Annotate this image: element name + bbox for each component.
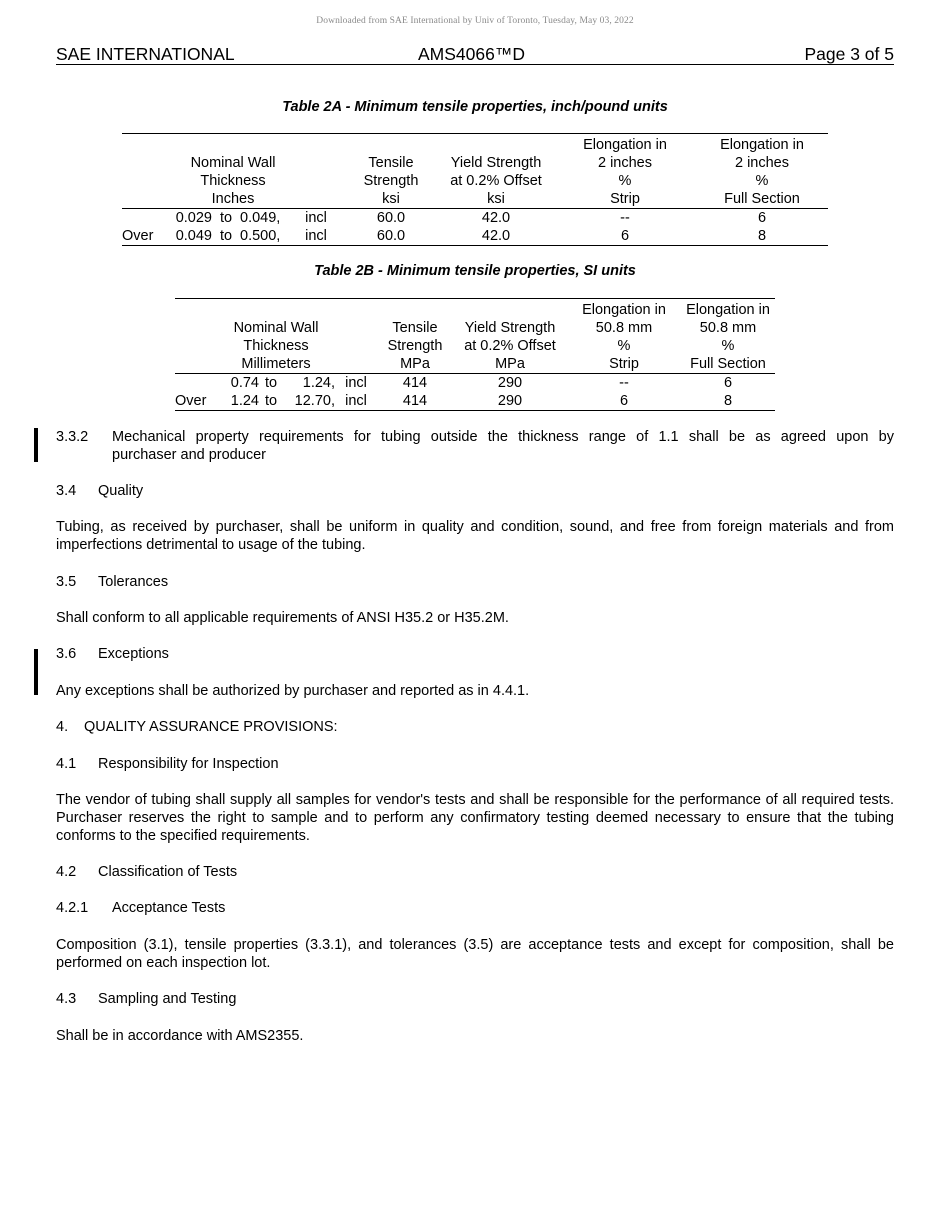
t2a-r1-to-word: to bbox=[219, 210, 233, 226]
t2b-hdr-yield-3: MPa bbox=[453, 355, 567, 374]
t2b-hdr-thickness-1: Nominal Wall bbox=[233, 320, 319, 336]
t2b-hdr-strip-1: Elongation in bbox=[567, 299, 681, 320]
t2a-r1-prefix bbox=[122, 209, 166, 228]
t2a-hdr-yield-3: ksi bbox=[438, 190, 554, 209]
section-text-line: purchaser and producer bbox=[112, 447, 266, 463]
section-title: Sampling and Testing bbox=[98, 991, 237, 1007]
t2a-r2-yield: 42.0 bbox=[438, 227, 554, 246]
section-number: 3.6 bbox=[56, 646, 77, 662]
download-watermark: Downloaded from SAE International by Univ of Toronto, Tuesday, May 03, 2022 bbox=[316, 16, 634, 26]
table-2b-title: Table 2B - Minimum tensile properties, SI units bbox=[314, 263, 636, 279]
t2b-r2-tensile: 414 bbox=[377, 392, 453, 411]
revision-change-bar bbox=[34, 428, 38, 462]
t2a-hdr-full-1: Elongation in bbox=[696, 134, 828, 155]
section-4-1-heading bbox=[56, 755, 279, 773]
t2b-hdr-full-4: Full Section bbox=[681, 355, 775, 374]
t2b-r2-full: 8 bbox=[681, 392, 775, 411]
t2a-hdr-thickness-2: Thickness bbox=[200, 173, 266, 189]
section-number: 4.2.1 bbox=[56, 900, 89, 916]
section-title: Exceptions bbox=[98, 646, 169, 662]
section-title: QUALITY ASSURANCE PROVISIONS: bbox=[84, 719, 338, 735]
section-number: 4.1 bbox=[56, 756, 77, 772]
section-3-4-text: Tubing, as received by purchaser, shall be uniform in quality and condition, sound, and free from foreign materials and from imperfections detrimental to usage of the tubing. bbox=[56, 519, 894, 553]
revision-change-bar bbox=[34, 649, 38, 695]
section-number: 4.2 bbox=[56, 864, 77, 880]
table-row bbox=[175, 392, 775, 411]
t2a-hdr-strip-2: 2 inches bbox=[597, 155, 652, 171]
table-row bbox=[175, 374, 775, 393]
t2a-r1-to: 0.049, bbox=[240, 210, 281, 226]
t2a-r2-to-word: to bbox=[212, 227, 240, 246]
t2b-hdr-full-2: 50.8 mm bbox=[699, 320, 757, 336]
page-header bbox=[56, 44, 894, 65]
t2a-r1-full: 6 bbox=[757, 210, 767, 226]
section-4-3-heading bbox=[56, 990, 236, 1008]
t2a-r1-yield: 42.0 bbox=[481, 210, 511, 226]
section-number: 4.3 bbox=[56, 991, 77, 1007]
t2b-r1-from: 0.74 bbox=[230, 375, 259, 391]
t2a-r2-prefix: Over bbox=[122, 227, 166, 246]
t2b-r1-yield: 290 bbox=[497, 375, 523, 391]
section-3-4-heading bbox=[56, 482, 143, 500]
t2a-hdr-full-3: % bbox=[755, 173, 769, 189]
t2a-r2-incl: incl bbox=[288, 227, 344, 246]
section-title: Responsibility for Inspection bbox=[98, 756, 279, 772]
t2b-r1-strip: -- bbox=[619, 375, 629, 391]
section-3-5-text: Shall conform to all applicable requirements of ANSI H35.2 or H35.2M. bbox=[56, 610, 509, 626]
section-number: 4. bbox=[56, 719, 69, 735]
t2a-r2-full: 8 bbox=[696, 227, 828, 246]
table-2a bbox=[122, 133, 828, 246]
t2a-hdr-tensile-2: Strength bbox=[363, 173, 419, 189]
t2b-hdr-strip-4: Strip bbox=[567, 355, 681, 374]
t2b-r1-incl: incl bbox=[345, 375, 367, 391]
t2a-hdr-yield-2: at 0.2% Offset bbox=[450, 173, 542, 189]
t2a-r1-tensile: 60.0 bbox=[376, 210, 406, 226]
t2b-r1-tensile: 414 bbox=[402, 375, 428, 391]
t2a-r1-incl: incl bbox=[305, 210, 327, 226]
t2b-hdr-tensile-1: Tensile bbox=[392, 320, 438, 336]
section-title: Acceptance Tests bbox=[112, 900, 226, 916]
section-title: Tolerances bbox=[98, 574, 169, 590]
t2b-hdr-yield-1: Yield Strength bbox=[464, 320, 556, 336]
t2a-r2-to: 0.500, bbox=[240, 227, 288, 246]
section-number: 3.4 bbox=[56, 483, 77, 499]
t2a-hdr-full-4: Full Section bbox=[696, 190, 828, 209]
header-page-number: Page 3 of 5 bbox=[804, 44, 894, 64]
t2a-hdr-tensile-1: Tensile bbox=[368, 155, 414, 171]
table-row bbox=[122, 209, 828, 228]
t2b-hdr-tensile-3: MPa bbox=[377, 355, 453, 374]
t2b-hdr-yield-2: at 0.2% Offset bbox=[464, 338, 556, 354]
t2b-r1-full: 6 bbox=[723, 375, 733, 391]
t2b-hdr-thickness-2: Thickness bbox=[243, 338, 309, 354]
t2a-r2-tensile: 60.0 bbox=[344, 227, 438, 246]
t2a-r2-from: 0.049 bbox=[166, 227, 212, 246]
t2a-hdr-yield-1: Yield Strength bbox=[450, 155, 542, 171]
section-4-2-1-heading bbox=[56, 899, 225, 917]
t2b-hdr-strip-2: 50.8 mm bbox=[595, 320, 653, 336]
t2b-r1-prefix bbox=[175, 374, 213, 393]
section-3-6-heading bbox=[56, 645, 169, 663]
section-3-6-text: Any exceptions shall be authorized by purchaser and reported as in 4.4.1. bbox=[56, 683, 530, 699]
t2a-hdr-tensile-3: ksi bbox=[344, 190, 438, 209]
t2b-hdr-full-3: % bbox=[721, 338, 735, 354]
t2b-hdr-strip-3: % bbox=[617, 338, 631, 354]
section-4-2-1-text: Composition (3.1), tensile properties (3.3.1), and tolerances (3.5) are acceptance tests and except for composition, shall be performed on each inspection lot. bbox=[56, 937, 894, 971]
section-4-heading bbox=[56, 718, 338, 736]
t2b-r2-incl: incl bbox=[335, 392, 377, 411]
section-3-5-heading bbox=[56, 573, 168, 591]
header-doc-number: AMS4066™D bbox=[418, 44, 525, 64]
section-title: Classification of Tests bbox=[98, 864, 238, 880]
t2a-hdr-strip-4: Strip bbox=[554, 190, 696, 209]
t2a-hdr-thickness-3: Inches bbox=[122, 190, 344, 209]
t2a-r2-strip: 6 bbox=[554, 227, 696, 246]
t2b-hdr-full-1: Elongation in bbox=[681, 299, 775, 320]
t2b-r1-to: 1.24, bbox=[302, 375, 335, 391]
t2a-hdr-strip-3: % bbox=[618, 173, 632, 189]
t2b-r1-to-word: to bbox=[264, 375, 278, 391]
t2b-r2-prefix: Over bbox=[175, 392, 213, 411]
t2b-r2-yield: 290 bbox=[453, 392, 567, 411]
table-row bbox=[122, 227, 828, 246]
section-number: 3.3.2 bbox=[56, 429, 89, 445]
section-4-3-text: Shall be in accordance with AMS2355. bbox=[56, 1028, 304, 1044]
header-org: SAE INTERNATIONAL bbox=[56, 44, 235, 64]
t2a-hdr-strip-1: Elongation in bbox=[554, 134, 696, 155]
t2b-r2-to-word: to bbox=[259, 392, 283, 411]
section-3-3-2 bbox=[56, 428, 894, 464]
section-number: 3.5 bbox=[56, 574, 77, 590]
t2a-r1-from: 0.029 bbox=[175, 210, 212, 226]
t2b-r2-from: 1.24 bbox=[213, 392, 259, 411]
table-2b bbox=[175, 298, 775, 411]
t2a-r1-strip: -- bbox=[620, 210, 630, 226]
t2b-hdr-thickness-3: Millimeters bbox=[175, 355, 377, 374]
table-2a-title: Table 2A - Minimum tensile properties, inch/pound units bbox=[282, 99, 668, 115]
section-4-2-heading bbox=[56, 863, 237, 881]
section-text-line: Mechanical property requirements for tubing outside the thickness range of 1.1 shall be as agreed upon by bbox=[112, 429, 894, 445]
t2b-hdr-tensile-2: Strength bbox=[387, 338, 443, 354]
t2b-r2-to: 12.70, bbox=[283, 392, 335, 411]
section-4-1-text: The vendor of tubing shall supply all samples for vendor's tests and shall be responsible for the performance of all required tests. Purchaser reserves the right to sample and to perform any confirmatory testing deemed necessary to ensure that the tubing conforms to the specified requirements. bbox=[56, 792, 894, 844]
section-title: Quality bbox=[98, 483, 144, 499]
t2b-r2-strip: 6 bbox=[567, 392, 681, 411]
t2a-hdr-full-2: 2 inches bbox=[734, 155, 789, 171]
t2a-hdr-thickness-1: Nominal Wall bbox=[190, 155, 276, 171]
